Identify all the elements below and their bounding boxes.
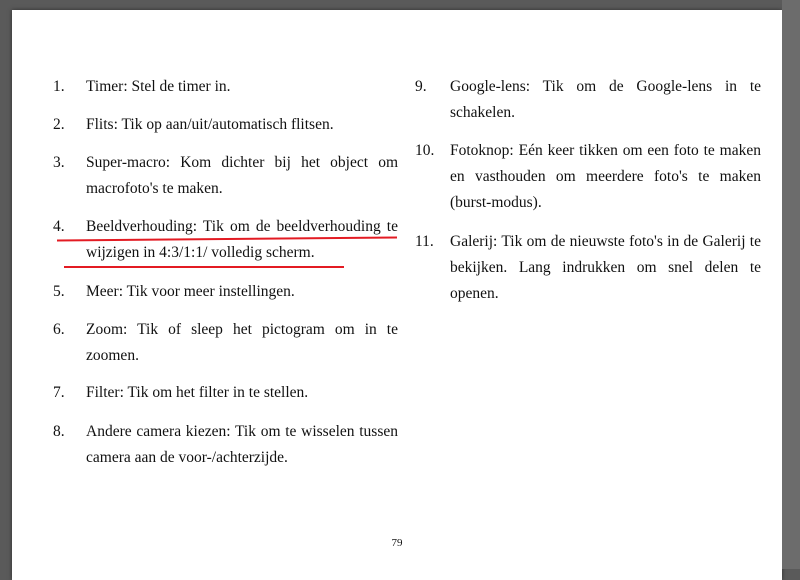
list-number: 7.	[53, 384, 65, 401]
list-number: 5.	[53, 283, 65, 300]
list-text: Google-lens: Tik om de Google-lens in te schakelen.	[450, 78, 761, 121]
list-text: Filter: Tik om het filter in te stellen.	[86, 384, 309, 401]
list-text: Zoom: Tik of sleep het pictogram om in te zoomen.	[86, 321, 398, 364]
list-text: Flits: Tik op aan/uit/automatisch flitsen.	[86, 116, 334, 133]
list-number: 3.	[53, 154, 65, 171]
list-number: 8.	[53, 423, 65, 440]
list-text: Meer: Tik voor meer instellingen.	[86, 283, 295, 300]
list-text: Galerij: Tik om de nieuwste foto's in de Galerij te bekijken. Lang indrukken om snel delen te openen.	[450, 233, 761, 302]
list-number: 10.	[415, 142, 435, 159]
list-number: 2.	[53, 116, 65, 133]
list-text: Super-macro: Kom dichter bij het object om macrofoto's te maken.	[86, 154, 398, 197]
list-number: 9.	[415, 78, 427, 95]
list-text: Fotoknop: Eén keer tikken om een foto te maken en vasthouden om meerdere foto's te maken (burst-modus).	[450, 142, 761, 211]
list-text: Timer: Stel de timer in.	[86, 78, 231, 95]
list-number: 1.	[53, 78, 65, 95]
document-page	[12, 10, 782, 580]
list-text: Beeldverhouding: Tik om de beeldverhouding te wijzigen in 4:3/1:1/ volledig scherm.	[86, 218, 398, 261]
page-number: 79	[391, 537, 403, 549]
list-number: 4.	[53, 218, 65, 235]
list-number: 6.	[53, 321, 65, 338]
list-number: 11.	[415, 233, 434, 250]
viewer-scroll-gutter[interactable]	[782, 0, 800, 569]
annotation-underline-2	[64, 266, 344, 268]
list-text: Andere camera kiezen: Tik om te wisselen tussen camera aan de voor-/achterzijde.	[86, 423, 398, 466]
